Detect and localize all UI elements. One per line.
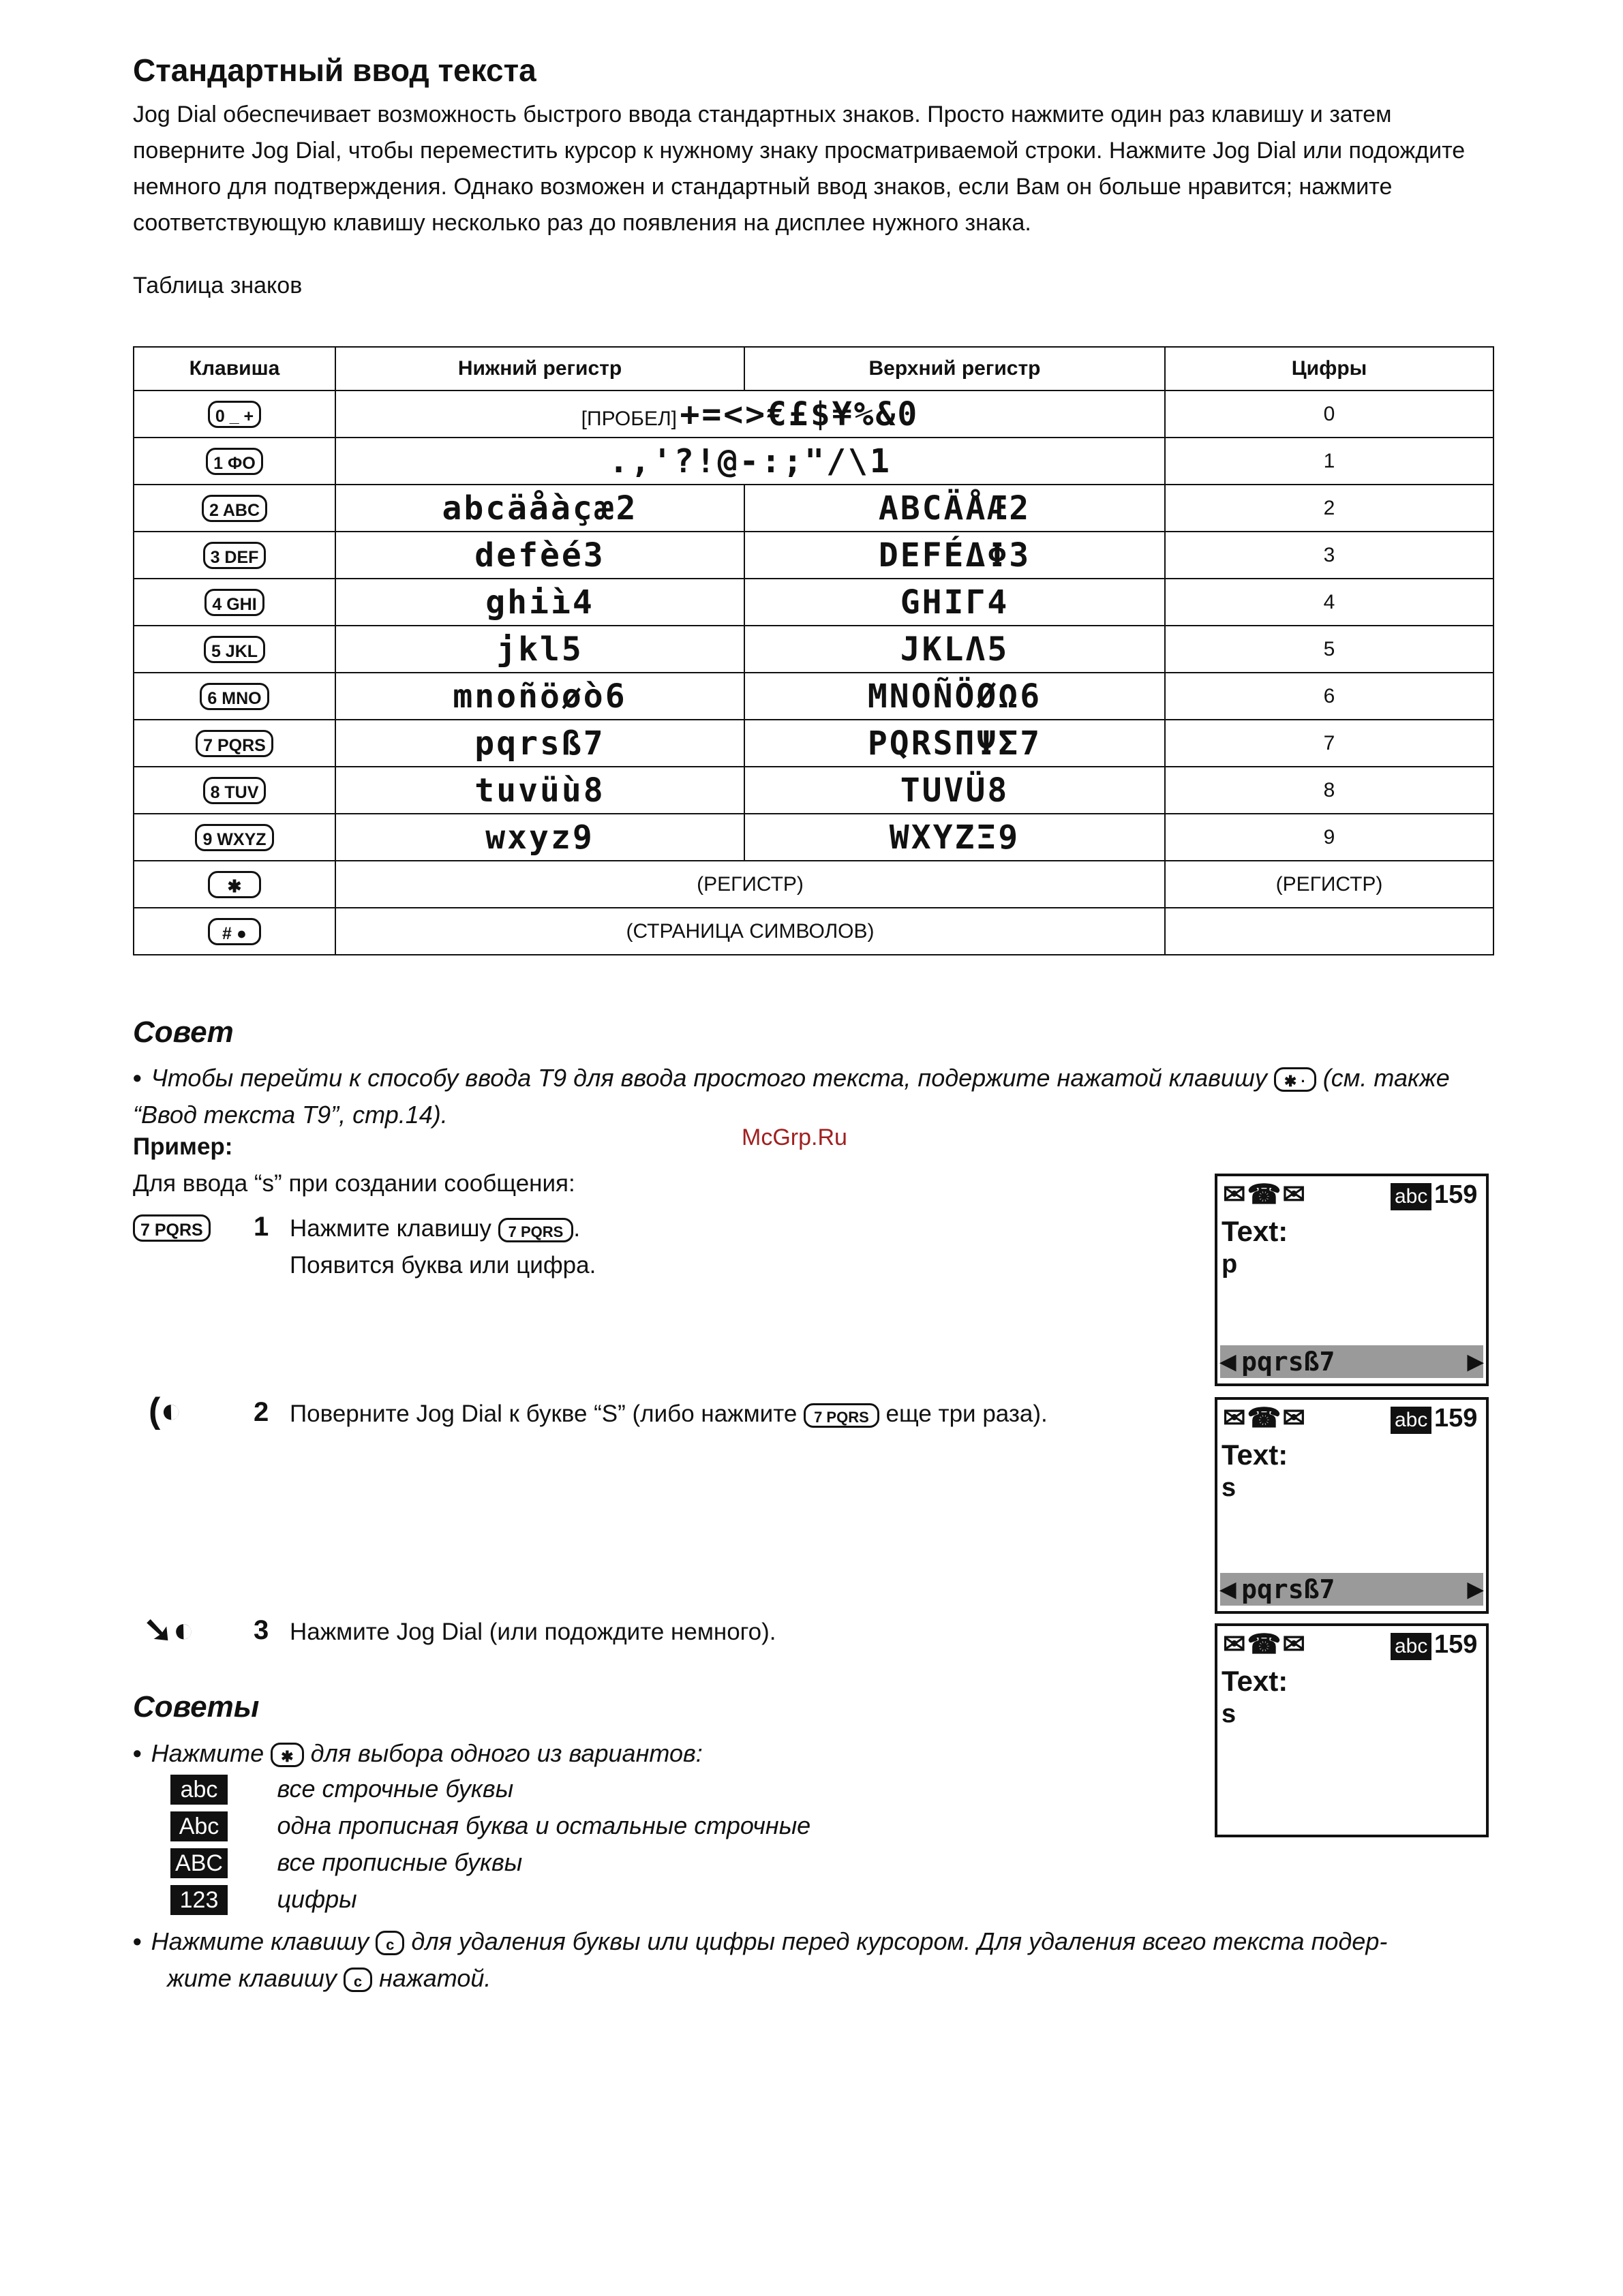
digit-cell: 4 [1323, 590, 1335, 613]
intro-paragraph: Jog Dial обеспечивает возможность быстрого ввода стандартных знаков. Просто нажмите один раз клавишу и затем поверните Jog Dial, чтобы переместить курсор к нужному знаку просматриваемой строки. Нажмите Jog Dial или подождите немного для подтверждения. Однако возможен и стандартный ввод знаков, если Вам он больше нравится; нажмите соответствующую клавишу несколько раз до появления на дисплее нужного знака. [133, 102, 1466, 236]
phone-screen [1215, 1397, 1489, 1614]
message-icons: ✉☎✉ [1223, 1403, 1307, 1433]
left-arrow-icon: ◀ [1220, 1350, 1237, 1373]
digit-cell: 8 [1323, 778, 1335, 801]
chars-merged: +=<>€£$¥%&0 [680, 395, 920, 433]
digit-cell: 7 [1323, 731, 1335, 754]
step-text-b: . [573, 1215, 581, 1242]
tips-press-line [133, 1735, 703, 1772]
character-table [133, 346, 1494, 955]
tips-delete-b: для удаления буквы или цифры перед курсором. Для удаления всего текста подер- [411, 1927, 1388, 1955]
status-bar [1217, 1176, 1486, 1214]
jog-dial-press-icon: ➘◐ [143, 1610, 194, 1650]
tips-press: Нажмите [151, 1739, 264, 1767]
key-4-icon: 4 GHI [204, 589, 264, 616]
key-7-icon: 7 PQRS [498, 1218, 574, 1242]
table-row [134, 626, 1493, 673]
selection-bar [1220, 1573, 1483, 1606]
list-item [170, 1811, 810, 1848]
example-label: Пример: [133, 1133, 233, 1160]
digit-cell: 6 [1323, 684, 1335, 707]
step-text-b: еще три раза). [885, 1400, 1048, 1427]
chars-lower: wxyz9 [485, 818, 594, 857]
char-counter: 159 [1434, 1630, 1478, 1659]
register-label: (РЕГИСТР) [697, 872, 804, 896]
phone-screen [1215, 1174, 1489, 1386]
table-header-row [134, 347, 1493, 391]
step-text [290, 1210, 596, 1284]
char-counter: 159 [1434, 1404, 1478, 1433]
key-7-icon: 7 PQRS [133, 1214, 211, 1242]
table-row [134, 673, 1493, 720]
tips-delete-c: жите клавишу [167, 1964, 337, 1992]
table-row [134, 485, 1493, 532]
chars-lower: mnoñöøò6 [453, 677, 627, 716]
table-row [134, 579, 1493, 626]
tip-text-before: Чтобы перейти к способу ввода T9 для ввода простого текста, подержите нажатой клавишу [151, 1064, 1267, 1092]
list-item [170, 1885, 810, 1922]
mode-badge-ABC: ABC [170, 1848, 228, 1878]
step-number: 3 [254, 1615, 269, 1645]
mode-badge: abc [1391, 1407, 1431, 1434]
key-9-icon: 9 WXYZ [195, 824, 273, 851]
step-text-a: Поверните Jog Dial к букве “S” (либо нажмите [290, 1400, 798, 1427]
text-label: Text: [1222, 1665, 1288, 1697]
tip-text-after: (см. также “Ввод текста T9”, стр.14). [133, 1064, 1450, 1129]
chars-upper: TUVÜ8 [900, 771, 1010, 810]
chars-upper: GHIΓ4 [900, 583, 1010, 622]
right-arrow-icon: ▶ [1467, 1350, 1483, 1373]
table-caption: Таблица знаков [133, 273, 303, 299]
bullet-icon: • [133, 1739, 142, 1767]
star-key-icon: ✱ [271, 1743, 303, 1767]
space-label: [ПРОБЕЛ] [581, 407, 677, 430]
page-title: Стандартный ввод текста [133, 52, 536, 88]
step-number: 1 [254, 1212, 269, 1242]
key-hash-icon: # ● [208, 918, 261, 945]
watermark: McGrp.Ru [742, 1124, 847, 1150]
selection-chars: pqrsß7 [1241, 1347, 1335, 1377]
key-3-icon: 3 DEF [203, 542, 267, 569]
mode-badge-123: 123 [170, 1885, 228, 1915]
text-label: Text: [1222, 1439, 1288, 1471]
chars-merged: .,'?!@-:;"/\1 [609, 442, 892, 480]
key-2-icon: 2 ABC [202, 495, 267, 522]
message-icons: ✉☎✉ [1223, 1629, 1307, 1659]
tip-heading: Совет [133, 1015, 234, 1049]
key-5-icon: 5 JKL [204, 636, 265, 663]
step-text [290, 1396, 1048, 1433]
header-digits: Цифры [1165, 347, 1493, 391]
c-key-icon: c [344, 1968, 372, 1992]
mode-badge-abc: abc [170, 1775, 228, 1805]
tips-delete-a: Нажмите клавишу [151, 1927, 369, 1955]
header-upper: Верхний регистр [744, 347, 1165, 391]
mode-badge: abc [1391, 1183, 1431, 1210]
chars-lower: jkl5 [496, 630, 583, 669]
selection-bar [1220, 1345, 1483, 1378]
right-arrow-icon: ▶ [1467, 1578, 1483, 1601]
key-7-icon: 7 PQRS [196, 730, 273, 757]
c-key-icon: c [376, 1931, 404, 1955]
step-text-c: Появится буква или цифра. [290, 1252, 596, 1279]
selection-chars: pqrsß7 [1241, 1574, 1335, 1604]
key-star-icon: ✱ [208, 871, 261, 898]
chars-lower: pqrsß7 [474, 724, 605, 763]
chars-lower: ghiì4 [485, 583, 594, 622]
table-row [134, 767, 1493, 814]
mode-desc: все строчные буквы [277, 1775, 514, 1803]
table-row [134, 391, 1493, 438]
header-lower: Нижний регистр [335, 347, 744, 391]
symbol-page-label: (СТРАНИЦА СИМВОЛОВ) [626, 919, 875, 943]
chars-upper: PQRSΠΨΣ7 [867, 724, 1042, 763]
chars-upper: DEFÉΔΦ3 [878, 536, 1031, 575]
key-6-icon: 6 MNO [200, 683, 269, 710]
entered-char: s [1222, 1473, 1237, 1502]
status-bar [1217, 1626, 1486, 1664]
tips-delete [133, 1923, 1496, 1997]
phone-screen [1215, 1623, 1489, 1837]
step-text-a: Нажмите клавишу [290, 1215, 491, 1242]
message-icons: ✉☎✉ [1223, 1180, 1307, 1210]
digit-cell: 1 [1323, 449, 1335, 472]
status-bar [1217, 1400, 1486, 1438]
tips-delete-d: нажатой. [379, 1964, 491, 1992]
example-intro: Для ввода “s” при создании сообщения: [133, 1170, 575, 1197]
table-row [134, 720, 1493, 767]
digit-cell: 9 [1323, 825, 1335, 848]
table-row [134, 861, 1493, 908]
text-label: Text: [1222, 1215, 1288, 1247]
mode-desc: одна прописная буква и остальные строчные [277, 1811, 811, 1839]
char-counter: 159 [1434, 1180, 1478, 1209]
key-8-icon: 8 TUV [203, 777, 267, 804]
digit-cell: 5 [1323, 637, 1335, 660]
chars-upper: JKLΛ5 [900, 630, 1010, 669]
tips-heading: Советы [133, 1690, 260, 1724]
tip-text [133, 1060, 1493, 1133]
jog-dial-turn-icon: (◐ [149, 1391, 182, 1430]
bullet-icon: • [133, 1064, 142, 1092]
mode-badge-Abc: Abc [170, 1811, 228, 1841]
list-item [170, 1775, 810, 1811]
left-arrow-icon: ◀ [1220, 1578, 1237, 1601]
header-key: Клавиша [134, 347, 335, 391]
digit-cell: 2 [1323, 496, 1335, 519]
key-7-icon: 7 PQRS [804, 1403, 879, 1428]
table-row [134, 908, 1493, 955]
table-row [134, 438, 1493, 485]
star-key-icon: ✱ · [1274, 1067, 1316, 1092]
chars-lower: tuvüù8 [474, 771, 605, 810]
chars-lower: defèé3 [474, 536, 605, 575]
mode-list [170, 1775, 810, 1922]
chars-upper: MNOÑÖØΩ6 [867, 677, 1042, 716]
digit-cell: 0 [1323, 402, 1335, 425]
chars-upper: WXYZΞ9 [889, 818, 1020, 857]
mode-badge: abc [1391, 1633, 1431, 1660]
chars-lower: abcäåàçæ2 [442, 489, 638, 527]
register-digit-label: (РЕГИСТР) [1275, 872, 1383, 896]
list-item [170, 1848, 810, 1885]
key-0-icon: 0 _ + [208, 401, 261, 428]
step-number: 2 [254, 1397, 269, 1427]
mode-desc: цифры [277, 1885, 357, 1913]
table-row [134, 532, 1493, 579]
bullet-icon: • [133, 1927, 142, 1955]
entered-char: p [1222, 1250, 1238, 1279]
key-1-icon: 1 ФО [206, 448, 263, 475]
chars-upper: ABCÄÅÆ2 [878, 489, 1031, 527]
entered-char: s [1222, 1700, 1237, 1728]
table-row [134, 814, 1493, 861]
step-text: Нажмите Jog Dial (или подождите немного). [290, 1619, 776, 1645]
tips-press-after: для выбора одного из вариантов: [310, 1739, 703, 1767]
digit-cell: 3 [1323, 543, 1335, 566]
mode-desc: все прописные буквы [277, 1848, 523, 1876]
